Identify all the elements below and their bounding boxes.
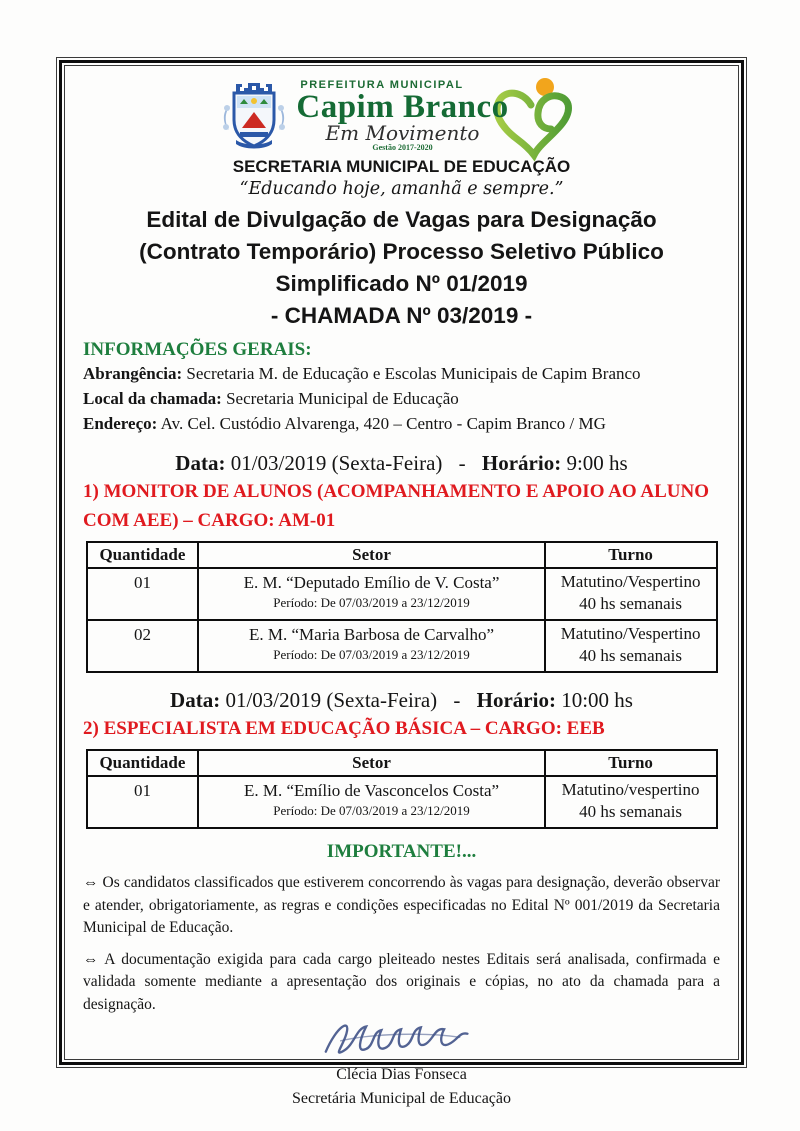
time-value: 9:00 hs xyxy=(566,451,628,475)
position-heading: 1) MONITOR DE ALUNOS (ACOMPANHAMENTO E APOIO AO ALUNO COM AEE) – CARGO: AM-01 xyxy=(83,481,709,531)
school-name: E. M. “Emílio de Vasconcelos Costa” xyxy=(243,781,500,800)
date-value: 01/03/2019 (Sexta-Feira) xyxy=(225,688,438,712)
date-label: Data: xyxy=(170,688,221,712)
setor-cell xyxy=(198,568,544,620)
qty-cell xyxy=(87,776,199,828)
date-time-separator: - xyxy=(453,688,461,712)
signature-block xyxy=(83,1014,720,1111)
period-text: Período: De 07/03/2019 a 23/12/2019 xyxy=(273,803,470,818)
coat-of-arms-icon xyxy=(220,80,288,152)
qty-value: 01 xyxy=(133,781,151,800)
period-text: Período: De 07/03/2019 a 23/12/2019 xyxy=(273,595,470,610)
vacancy-table xyxy=(86,749,718,829)
vacancy-table xyxy=(86,541,718,673)
time-label: Horário: xyxy=(481,451,562,475)
general-info-heading: INFORMAÇÕES GERAIS: xyxy=(83,339,312,360)
logo-city-name: Capim Branco xyxy=(296,89,509,125)
logo-slogan: Em Movimento xyxy=(325,121,480,145)
date-value: 01/03/2019 (Sexta-Feira) xyxy=(230,451,443,475)
edict-title-line1: Edital de Divulgação de Vagas para Designação xyxy=(146,207,657,232)
header-turno: Turno xyxy=(545,542,717,568)
table-header-row xyxy=(87,542,717,568)
weekly-hours-text: 40 hs semanais xyxy=(579,802,683,821)
session-date-line xyxy=(83,451,720,476)
page-border-outer xyxy=(56,57,747,1107)
signature-icon xyxy=(307,1014,497,1066)
info-local xyxy=(83,386,720,411)
weekly-hours-text: 40 hs semanais xyxy=(579,646,683,665)
logo-prefeitura-label: PREFEITURA MUNICIPAL xyxy=(300,79,464,91)
important-heading: IMPORTANTE!... xyxy=(326,841,477,862)
logo-term: Gestão 2017-2020 xyxy=(372,143,433,152)
vacancy-section xyxy=(83,688,720,829)
info-abrangencia-value: Secretaria M. de Educação e Escolas Municipais de Capim Branco xyxy=(186,364,641,383)
edict-title-line2: (Contrato Temporário) Processo Seletivo Público xyxy=(139,239,664,264)
info-local-value: Secretaria Municipal de Educação xyxy=(226,389,459,408)
shift-text: Matutino/Vespertino xyxy=(560,572,701,591)
qty-cell xyxy=(87,568,199,620)
info-local-label: Local da chamada: xyxy=(83,389,222,408)
shift-text: Matutino/vespertino xyxy=(561,780,700,799)
table-body xyxy=(87,568,717,672)
table-row xyxy=(87,620,717,672)
info-endereco-label: Endereço: xyxy=(83,414,158,433)
qty-cell xyxy=(87,620,199,672)
header-turno: Turno xyxy=(545,750,717,776)
table-header-row xyxy=(87,750,717,776)
qty-value: 01 xyxy=(133,573,151,592)
session-date-line xyxy=(83,688,720,713)
period-text: Período: De 07/03/2019 a 23/12/2019 xyxy=(273,647,470,662)
school-name: E. M. “Deputado Emílio de V. Costa” xyxy=(243,573,500,592)
info-endereco-value: Av. Cel. Custódio Alvarenga, 420 – Centro - Capim Branco / MG xyxy=(160,414,606,433)
turno-cell xyxy=(545,620,717,672)
header-quantidade: Quantidade xyxy=(87,542,199,568)
vacancy-section xyxy=(83,451,720,673)
qty-value: 02 xyxy=(133,625,151,644)
setor-cell xyxy=(198,620,544,672)
school-name: E. M. “Maria Barbosa de Carvalho” xyxy=(249,625,495,644)
header-setor: Setor xyxy=(198,750,544,776)
logo-text-block xyxy=(296,79,508,153)
signature-name: Clécia Dias Fonseca xyxy=(336,1066,467,1083)
page-border-inner xyxy=(64,65,739,1107)
date-time-separator: - xyxy=(458,451,466,475)
turno-cell xyxy=(545,568,717,620)
header-setor: Setor xyxy=(198,542,544,568)
page-border-mid xyxy=(59,60,744,1107)
secretariat-title: SECRETARIA MUNICIPAL DE EDUCAÇÃO xyxy=(232,157,571,176)
time-value: 10:00 hs xyxy=(561,688,633,712)
signature-title: Secretária Municipal de Educação xyxy=(292,1090,511,1107)
edict-title xyxy=(83,204,720,332)
motto-quote: “Educando hoje, amanhã e sempre.” xyxy=(239,179,564,199)
turno-cell xyxy=(545,776,717,828)
table-row xyxy=(87,568,717,620)
edict-title-line4: - CHAMADA Nº 03/2019 - xyxy=(270,303,533,328)
position-heading: 2) ESPECIALISTA EM EDUCAÇÃO BÁSICA – CARGO: EEB xyxy=(83,718,605,739)
info-abrangencia-label: Abrangência: xyxy=(83,364,183,383)
table-body xyxy=(87,776,717,828)
info-endereco xyxy=(83,411,720,436)
header-quantidade: Quantidade xyxy=(87,750,199,776)
note-paragraph-2: ⇔ A documentação exigida para cada cargo pleiteado nestes Editais será analisada, confirmada e validada somente mediante a apresentação dos originais e cópias, no ato da chamada para a designação. xyxy=(83,950,720,1013)
date-label: Data: xyxy=(175,451,226,475)
table-row xyxy=(87,776,717,828)
weekly-hours-text: 40 hs semanais xyxy=(579,594,683,613)
setor-cell xyxy=(198,776,544,828)
info-abrangencia xyxy=(83,361,720,386)
time-label: Horário: xyxy=(476,688,556,712)
shift-text: Matutino/Vespertino xyxy=(560,624,701,643)
vacancy-sections xyxy=(83,451,720,829)
note-paragraph-1: ⇔ Os candidatos classificados que estiverem concorrendo às vagas para designação, deverão observar e atender, obrigatoriamente, as regras e condições especificadas no Edital Nº 001/2019 da Secretaria Municipal de Educação. xyxy=(83,874,720,936)
edict-title-line3: Simplificado Nº 01/2019 xyxy=(275,271,528,296)
municipal-logo xyxy=(83,78,720,154)
